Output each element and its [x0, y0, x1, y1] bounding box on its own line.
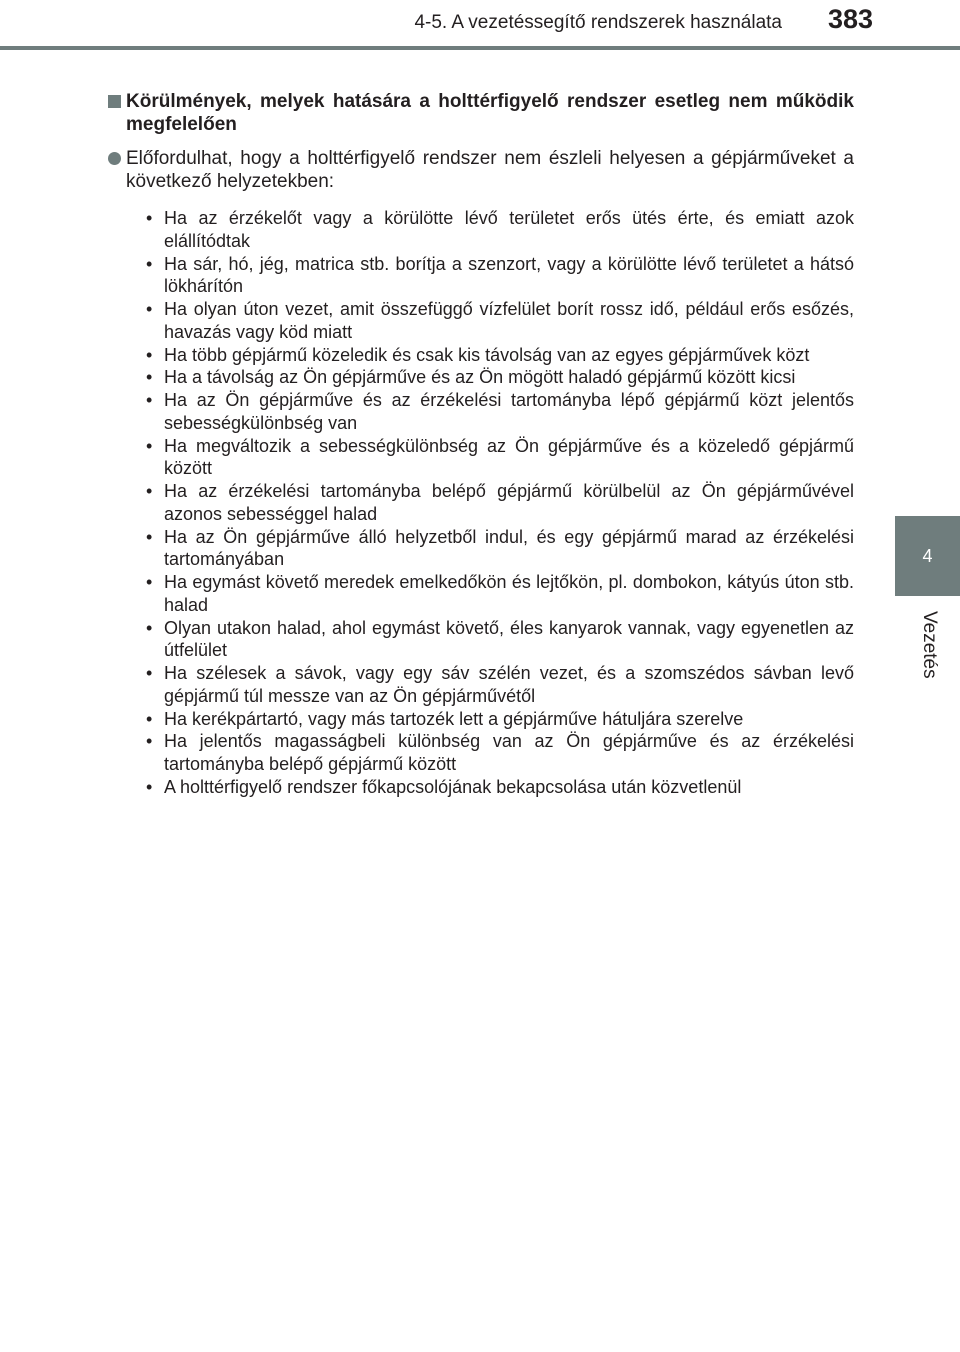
intro-text: Előfordulhat, hogy a holttérfigyelő rendszer nem észleli helyesen a gépjárműveket a következő helyzetekben:	[126, 148, 854, 192]
content-section	[106, 90, 854, 799]
list-item	[144, 730, 854, 776]
list-item-text: Ha jelentős magasságbeli különbség van az Ön gépjárműve és az érzékelési tartományba belépő gépjármű között	[164, 731, 854, 774]
list-item	[144, 617, 854, 663]
list-item	[144, 298, 854, 344]
list-item	[144, 207, 854, 253]
bullet-icon: •	[146, 776, 153, 797]
chapter-number: 4	[922, 545, 933, 566]
list-item-text: Ha az érzékelőt vagy a körülötte lévő területet erős ütés érte, és emiatt azok elállítódtak	[164, 208, 854, 251]
bullet-icon: •	[146, 208, 153, 228]
section-title: 4-5. A vezetéssegítő rendszerek használata	[414, 12, 782, 33]
list-item-text: Ha szélesek a sávok, vagy egy sáv szélén vezet, és a szomszédos sávban levő gépjármű túl messze van az Ön gépjárművétől	[164, 663, 854, 706]
list-item-text: Ha az érzékelési tartományba belépő gépjármű körülbelül az Ön gépjárművével azonos sebességgel halad	[164, 481, 854, 524]
list-item-text: Ha több gépjármű közeledik és csak kis távolság van az egyes gépjárművek közt	[164, 344, 810, 365]
list-item	[144, 708, 854, 731]
bullet-icon: •	[146, 253, 153, 274]
list-item	[144, 344, 854, 367]
bullet-icon: •	[146, 299, 153, 319]
list-item-text: Ha a távolság az Ön gépjárműve és az Ön mögött haladó gépjármű között kicsi	[164, 367, 796, 388]
list-item	[144, 253, 854, 299]
list-item	[144, 389, 854, 435]
list-item	[144, 776, 854, 799]
bullet-icon: •	[146, 344, 153, 365]
list-item-text: A holttérfigyelő rendszer főkapcsolójának bekapcsolása után közvetlenül	[164, 776, 742, 797]
square-bullet-icon	[108, 95, 121, 108]
list-item	[144, 571, 854, 617]
bullet-icon: •	[146, 663, 153, 683]
list-item-text: Ha egymást követő meredek emelkedőkön és lejtőkön, pl. dombokon, kátyús úton stb. halad	[164, 572, 854, 615]
bullet-icon: •	[146, 435, 153, 456]
intro-paragraph	[106, 147, 854, 193]
circle-bullet-icon	[108, 152, 121, 165]
bullet-icon: •	[146, 617, 153, 638]
list-item	[144, 526, 854, 572]
bullet-icon: •	[146, 526, 153, 547]
condition-list	[106, 207, 854, 799]
section-heading-text: Körülmények, melyek hatására a holttérfigyelő rendszer esetleg nem működik megfelelően	[126, 91, 854, 135]
list-item-text: Ha kerékpártartó, vagy más tartozék lett a gépjárműve hátuljára szerelve	[164, 708, 744, 729]
header-divider	[0, 46, 960, 50]
bullet-icon: •	[146, 708, 153, 729]
bullet-icon: •	[146, 367, 153, 388]
chapter-tab	[895, 516, 960, 596]
list-item-text: Ha megváltozik a sebességkülönbség az Ön gépjárműve és a közeledő gépjármű között	[164, 435, 854, 479]
chapter-label: Vezetés	[919, 611, 940, 679]
bullet-icon: •	[146, 481, 153, 501]
bullet-icon: •	[146, 390, 153, 410]
list-item	[144, 480, 854, 526]
bullet-icon: •	[146, 572, 153, 592]
list-item	[144, 435, 854, 481]
list-item-text: Ha az Ön gépjárműve és az érzékelési tartományba lépő gépjármű közt jelentős sebességkülönbség van	[164, 390, 854, 433]
list-item-text: Ha az Ön gépjárműve álló helyzetből indul, és egy gépjármű marad az érzékelési tartományában	[164, 526, 854, 570]
list-item	[144, 366, 854, 389]
list-item-text: Ha olyan úton vezet, amit összefüggő vízfelület borít rossz idő, például erős esőzés, havazás vagy köd miatt	[164, 299, 854, 342]
list-item	[144, 662, 854, 708]
page-number: 383	[828, 4, 874, 34]
section-heading	[106, 90, 854, 136]
bullet-icon: •	[146, 731, 153, 752]
list-item-text: Ha sár, hó, jég, matrica stb. borítja a szenzort, vagy a körülötte lévő területet a hátsó lökhárítón	[164, 253, 854, 297]
list-item-text: Olyan utakon halad, ahol egymást követő, éles kanyarok vannak, vagy egyenetlen az útfelület	[164, 617, 854, 661]
